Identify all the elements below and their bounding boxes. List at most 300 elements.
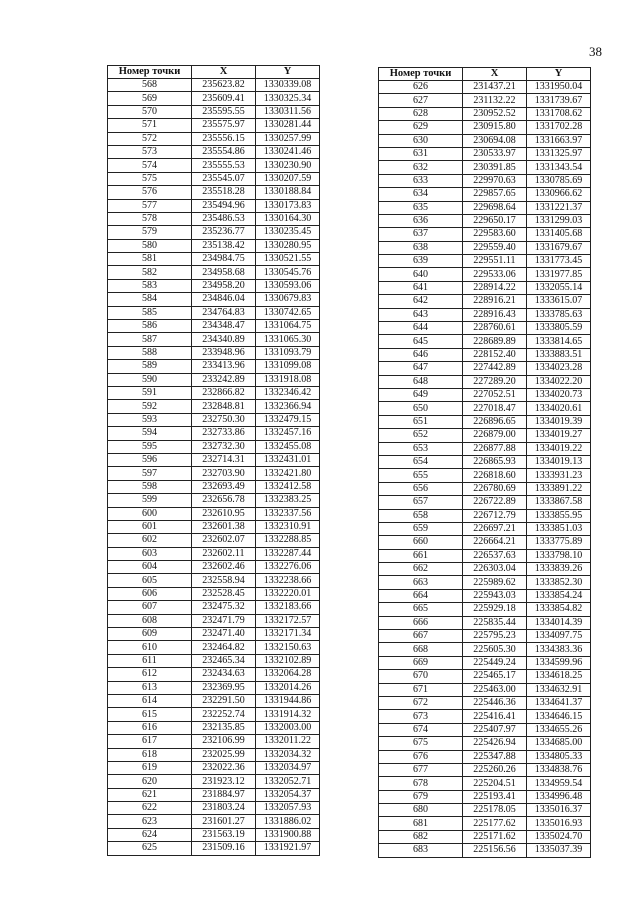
x-coordinate-cell: 232025.99 — [192, 748, 256, 761]
y-coordinate-cell: 1332054.37 — [256, 788, 320, 801]
x-coordinate-cell: 225426.94 — [463, 737, 527, 750]
point-number-cell: 641 — [379, 281, 463, 294]
x-coordinate-cell: 225795.23 — [463, 630, 527, 643]
x-coordinate-cell: 227442.89 — [463, 362, 527, 375]
point-number-cell: 678 — [379, 777, 463, 790]
point-number-cell: 602 — [108, 534, 192, 547]
table-row — [379, 723, 591, 736]
y-coordinate-cell: 1333775.89 — [527, 536, 591, 549]
table-row — [379, 670, 591, 683]
table-row — [379, 255, 591, 268]
x-coordinate-cell: 231803.24 — [192, 802, 256, 815]
point-number-cell: 661 — [379, 549, 463, 562]
point-number-cell: 614 — [108, 694, 192, 707]
table-row — [379, 790, 591, 803]
table-row — [108, 453, 320, 466]
table-row — [379, 214, 591, 227]
table-row — [108, 587, 320, 600]
point-number-cell: 578 — [108, 212, 192, 225]
y-coordinate-cell: 1334685.00 — [527, 737, 591, 750]
y-coordinate-cell: 1332034.32 — [256, 748, 320, 761]
table-row — [108, 628, 320, 641]
table-row — [379, 134, 591, 147]
point-number-cell: 587 — [108, 333, 192, 346]
table-row — [379, 603, 591, 616]
y-coordinate-cell: 1331918.08 — [256, 373, 320, 386]
x-coordinate-cell: 233242.89 — [192, 373, 256, 386]
x-coordinate-cell: 230915.80 — [463, 121, 527, 134]
x-coordinate-cell: 226697.21 — [463, 522, 527, 535]
y-coordinate-cell: 1332064.28 — [256, 668, 320, 681]
table-row — [108, 708, 320, 721]
point-number-cell: 663 — [379, 576, 463, 589]
point-number-cell: 593 — [108, 413, 192, 426]
point-number-cell: 669 — [379, 656, 463, 669]
y-coordinate-cell: 1333851.03 — [527, 522, 591, 535]
x-coordinate-cell: 232022.36 — [192, 761, 256, 774]
table-row — [379, 415, 591, 428]
table-row — [108, 507, 320, 520]
table-row — [379, 402, 591, 415]
point-number-cell: 681 — [379, 817, 463, 830]
point-number-cell: 571 — [108, 119, 192, 132]
table-row — [379, 268, 591, 281]
y-coordinate-cell: 1331773.45 — [527, 255, 591, 268]
y-coordinate-cell: 1333785.63 — [527, 308, 591, 321]
x-coordinate-cell: 227018.47 — [463, 402, 527, 415]
table-row — [108, 480, 320, 493]
x-coordinate-cell: 226712.79 — [463, 509, 527, 522]
y-coordinate-cell: 1334383.36 — [527, 643, 591, 656]
x-coordinate-cell: 232558.94 — [192, 574, 256, 587]
x-coordinate-cell: 234984.75 — [192, 253, 256, 266]
y-coordinate-cell: 1330241.46 — [256, 145, 320, 158]
x-coordinate-cell: 234340.89 — [192, 333, 256, 346]
x-coordinate-cell: 230694.08 — [463, 134, 527, 147]
x-coordinate-cell: 232703.90 — [192, 467, 256, 480]
header-x: X — [463, 68, 527, 81]
table-row — [108, 534, 320, 547]
y-coordinate-cell: 1332057.93 — [256, 802, 320, 815]
x-coordinate-cell: 229857.65 — [463, 188, 527, 201]
x-coordinate-cell: 230533.97 — [463, 147, 527, 160]
point-number-cell: 636 — [379, 214, 463, 227]
point-number-cell: 682 — [379, 830, 463, 843]
y-coordinate-cell: 1333854.24 — [527, 589, 591, 602]
point-number-cell: 579 — [108, 226, 192, 239]
table-row — [108, 199, 320, 212]
x-coordinate-cell: 232475.32 — [192, 601, 256, 614]
table-row — [108, 654, 320, 667]
y-coordinate-cell: 1332276.06 — [256, 561, 320, 574]
point-number-cell: 594 — [108, 427, 192, 440]
y-coordinate-cell: 1330281.44 — [256, 119, 320, 132]
point-number-cell: 610 — [108, 641, 192, 654]
y-coordinate-cell: 1334019.39 — [527, 415, 591, 428]
table-header-row — [108, 66, 320, 79]
table-row — [108, 333, 320, 346]
table-row — [108, 641, 320, 654]
x-coordinate-cell: 234764.83 — [192, 306, 256, 319]
x-coordinate-cell: 232866.82 — [192, 386, 256, 399]
table-row — [108, 79, 320, 92]
x-coordinate-cell: 228916.43 — [463, 308, 527, 321]
table-row — [108, 440, 320, 453]
table-row — [108, 293, 320, 306]
y-coordinate-cell: 1332055.14 — [527, 281, 591, 294]
y-coordinate-cell: 1333867.58 — [527, 496, 591, 509]
point-number-cell: 591 — [108, 386, 192, 399]
x-coordinate-cell: 226722.89 — [463, 496, 527, 509]
point-number-cell: 679 — [379, 790, 463, 803]
point-number-cell: 638 — [379, 241, 463, 254]
x-coordinate-cell: 232528.45 — [192, 587, 256, 600]
table-row — [379, 549, 591, 562]
table-row — [108, 279, 320, 292]
y-coordinate-cell: 1334023.28 — [527, 362, 591, 375]
x-coordinate-cell: 232602.11 — [192, 547, 256, 560]
point-number-cell: 667 — [379, 630, 463, 643]
point-number-cell: 596 — [108, 453, 192, 466]
x-coordinate-cell: 229551.11 — [463, 255, 527, 268]
table-row — [108, 761, 320, 774]
point-number-cell: 645 — [379, 335, 463, 348]
x-coordinate-cell: 229650.17 — [463, 214, 527, 227]
y-coordinate-cell: 1330188.84 — [256, 186, 320, 199]
x-coordinate-cell: 235609.41 — [192, 92, 256, 105]
table-row — [108, 788, 320, 801]
y-coordinate-cell: 1331900.88 — [256, 828, 320, 841]
y-coordinate-cell: 1335024.70 — [527, 830, 591, 843]
table-row — [108, 145, 320, 158]
x-coordinate-cell: 235486.53 — [192, 212, 256, 225]
point-number-cell: 573 — [108, 145, 192, 158]
table-row — [108, 360, 320, 373]
x-coordinate-cell: 232464.82 — [192, 641, 256, 654]
y-coordinate-cell: 1330679.83 — [256, 293, 320, 306]
x-coordinate-cell: 225989.62 — [463, 576, 527, 589]
point-number-cell: 597 — [108, 467, 192, 480]
x-coordinate-cell: 232471.40 — [192, 628, 256, 641]
x-coordinate-cell: 225177.62 — [463, 817, 527, 830]
point-number-cell: 642 — [379, 295, 463, 308]
point-number-cell: 604 — [108, 561, 192, 574]
table-row — [108, 614, 320, 627]
table-row — [379, 161, 591, 174]
table-row — [108, 547, 320, 560]
table-row — [108, 226, 320, 239]
y-coordinate-cell: 1332337.56 — [256, 507, 320, 520]
y-coordinate-cell: 1334022.20 — [527, 375, 591, 388]
table-row — [379, 496, 591, 509]
y-coordinate-cell: 1334618.25 — [527, 670, 591, 683]
x-coordinate-cell: 226818.60 — [463, 469, 527, 482]
point-number-cell: 615 — [108, 708, 192, 721]
table-row — [379, 656, 591, 669]
header-point-number: Номер точки — [379, 68, 463, 81]
y-coordinate-cell: 1330742.65 — [256, 306, 320, 319]
point-number-cell: 627 — [379, 94, 463, 107]
table-row — [379, 147, 591, 160]
x-coordinate-cell: 232714.31 — [192, 453, 256, 466]
table-row — [379, 201, 591, 214]
table-row — [108, 574, 320, 587]
y-coordinate-cell: 1331708.62 — [527, 107, 591, 120]
table-row — [379, 241, 591, 254]
x-coordinate-cell: 229970.63 — [463, 174, 527, 187]
y-coordinate-cell: 1332052.71 — [256, 775, 320, 788]
x-coordinate-cell: 231509.16 — [192, 842, 256, 855]
table-row — [379, 362, 591, 375]
y-coordinate-cell: 1333805.59 — [527, 322, 591, 335]
x-coordinate-cell: 231563.19 — [192, 828, 256, 841]
coordinates-table-left — [107, 65, 320, 856]
x-coordinate-cell: 230952.52 — [463, 107, 527, 120]
point-number-cell: 611 — [108, 654, 192, 667]
y-coordinate-cell: 1332479.15 — [256, 413, 320, 426]
x-coordinate-cell: 234958.20 — [192, 279, 256, 292]
table-row — [379, 121, 591, 134]
table-row — [379, 482, 591, 495]
x-coordinate-cell: 225605.30 — [463, 643, 527, 656]
table-row — [108, 413, 320, 426]
x-coordinate-cell: 225929.18 — [463, 603, 527, 616]
point-number-cell: 586 — [108, 320, 192, 333]
table-row — [379, 281, 591, 294]
x-coordinate-cell: 225204.51 — [463, 777, 527, 790]
x-coordinate-cell: 235138.42 — [192, 239, 256, 252]
point-number-cell: 676 — [379, 750, 463, 763]
x-coordinate-cell: 233948.96 — [192, 346, 256, 359]
x-coordinate-cell: 235545.07 — [192, 172, 256, 185]
table-row — [379, 643, 591, 656]
x-coordinate-cell: 225347.88 — [463, 750, 527, 763]
y-coordinate-cell: 1334019.22 — [527, 442, 591, 455]
point-number-cell: 671 — [379, 683, 463, 696]
y-coordinate-cell: 1330164.30 — [256, 212, 320, 225]
y-coordinate-cell: 1330280.95 — [256, 239, 320, 252]
point-number-cell: 677 — [379, 763, 463, 776]
table-row — [379, 295, 591, 308]
table-row — [379, 522, 591, 535]
y-coordinate-cell: 1333854.82 — [527, 603, 591, 616]
x-coordinate-cell: 232750.30 — [192, 413, 256, 426]
y-coordinate-cell: 1333883.51 — [527, 348, 591, 361]
y-coordinate-cell: 1333839.26 — [527, 563, 591, 576]
point-number-cell: 582 — [108, 266, 192, 279]
y-coordinate-cell: 1330966.62 — [527, 188, 591, 201]
point-number-cell: 660 — [379, 536, 463, 549]
x-coordinate-cell: 232252.74 — [192, 708, 256, 721]
point-number-cell: 666 — [379, 616, 463, 629]
point-number-cell: 662 — [379, 563, 463, 576]
table-row — [379, 375, 591, 388]
point-number-cell: 598 — [108, 480, 192, 493]
x-coordinate-cell: 232602.46 — [192, 561, 256, 574]
table-row — [108, 172, 320, 185]
table-row — [108, 105, 320, 118]
point-number-cell: 607 — [108, 601, 192, 614]
y-coordinate-cell: 1331093.79 — [256, 346, 320, 359]
table-row — [108, 815, 320, 828]
table-row — [108, 266, 320, 279]
point-number-cell: 588 — [108, 346, 192, 359]
point-number-cell: 583 — [108, 279, 192, 292]
table-row — [108, 320, 320, 333]
point-number-cell: 651 — [379, 415, 463, 428]
y-coordinate-cell: 1334838.76 — [527, 763, 591, 776]
table-row — [379, 844, 591, 857]
header-x: X — [192, 66, 256, 79]
y-coordinate-cell: 1333615.07 — [527, 295, 591, 308]
x-coordinate-cell: 229559.40 — [463, 241, 527, 254]
point-number-cell: 653 — [379, 442, 463, 455]
x-coordinate-cell: 233413.96 — [192, 360, 256, 373]
y-coordinate-cell: 1331679.67 — [527, 241, 591, 254]
table-row — [379, 589, 591, 602]
x-coordinate-cell: 235575.97 — [192, 119, 256, 132]
y-coordinate-cell: 1334599.96 — [527, 656, 591, 669]
x-coordinate-cell: 232732.30 — [192, 440, 256, 453]
x-coordinate-cell: 225171.62 — [463, 830, 527, 843]
y-coordinate-cell: 1332383.25 — [256, 494, 320, 507]
table-row — [379, 737, 591, 750]
table-row — [108, 694, 320, 707]
x-coordinate-cell: 235595.55 — [192, 105, 256, 118]
table-row — [108, 802, 320, 815]
table-row — [379, 777, 591, 790]
y-coordinate-cell: 1333814.65 — [527, 335, 591, 348]
table-row — [379, 469, 591, 482]
point-number-cell: 658 — [379, 509, 463, 522]
point-number-cell: 618 — [108, 748, 192, 761]
x-coordinate-cell: 226780.69 — [463, 482, 527, 495]
y-coordinate-cell: 1331886.02 — [256, 815, 320, 828]
point-number-cell: 647 — [379, 362, 463, 375]
table-row — [108, 775, 320, 788]
y-coordinate-cell: 1332150.63 — [256, 641, 320, 654]
x-coordinate-cell: 232602.07 — [192, 534, 256, 547]
y-coordinate-cell: 1334655.26 — [527, 723, 591, 736]
point-number-cell: 634 — [379, 188, 463, 201]
x-coordinate-cell: 232369.95 — [192, 681, 256, 694]
y-coordinate-cell: 1331977.85 — [527, 268, 591, 281]
table-row — [379, 696, 591, 709]
table-row — [379, 804, 591, 817]
x-coordinate-cell: 232848.81 — [192, 400, 256, 413]
y-coordinate-cell: 1333852.30 — [527, 576, 591, 589]
point-number-cell: 595 — [108, 440, 192, 453]
point-number-cell: 599 — [108, 494, 192, 507]
x-coordinate-cell: 228914.22 — [463, 281, 527, 294]
x-coordinate-cell: 235494.96 — [192, 199, 256, 212]
x-coordinate-cell: 235236.77 — [192, 226, 256, 239]
point-number-cell: 670 — [379, 670, 463, 683]
point-number-cell: 630 — [379, 134, 463, 147]
table-row — [108, 601, 320, 614]
y-coordinate-cell: 1332346.42 — [256, 386, 320, 399]
table-row — [108, 346, 320, 359]
x-coordinate-cell: 226537.63 — [463, 549, 527, 562]
table-row — [108, 561, 320, 574]
point-number-cell: 620 — [108, 775, 192, 788]
table-row — [108, 735, 320, 748]
x-coordinate-cell: 235518.28 — [192, 186, 256, 199]
y-coordinate-cell: 1332287.44 — [256, 547, 320, 560]
x-coordinate-cell: 225156.56 — [463, 844, 527, 857]
y-coordinate-cell: 1334959.54 — [527, 777, 591, 790]
x-coordinate-cell: 231132.22 — [463, 94, 527, 107]
y-coordinate-cell: 1334020.73 — [527, 388, 591, 401]
point-number-cell: 673 — [379, 710, 463, 723]
point-number-cell: 640 — [379, 268, 463, 281]
point-number-cell: 665 — [379, 603, 463, 616]
table-row — [108, 119, 320, 132]
x-coordinate-cell: 234846.04 — [192, 293, 256, 306]
point-number-cell: 601 — [108, 520, 192, 533]
table-row — [379, 536, 591, 549]
y-coordinate-cell: 1331099.08 — [256, 360, 320, 373]
table-row — [108, 668, 320, 681]
point-number-cell: 664 — [379, 589, 463, 602]
x-coordinate-cell: 225835.44 — [463, 616, 527, 629]
header-point-number: Номер точки — [108, 66, 192, 79]
point-number-cell: 603 — [108, 547, 192, 560]
point-number-cell: 584 — [108, 293, 192, 306]
point-number-cell: 624 — [108, 828, 192, 841]
table-row — [379, 630, 591, 643]
table-row — [379, 388, 591, 401]
y-coordinate-cell: 1333891.22 — [527, 482, 591, 495]
point-number-cell: 631 — [379, 147, 463, 160]
y-coordinate-cell: 1330173.83 — [256, 199, 320, 212]
table-row — [379, 763, 591, 776]
x-coordinate-cell: 231884.97 — [192, 788, 256, 801]
page-number: 38 — [589, 44, 602, 59]
y-coordinate-cell: 1334019.13 — [527, 455, 591, 468]
table-row — [379, 683, 591, 696]
x-coordinate-cell: 225260.26 — [463, 763, 527, 776]
table-row — [379, 308, 591, 321]
table-row — [379, 107, 591, 120]
x-coordinate-cell: 234348.47 — [192, 320, 256, 333]
y-coordinate-cell: 1335037.39 — [527, 844, 591, 857]
point-number-cell: 646 — [379, 348, 463, 361]
table-row — [379, 509, 591, 522]
x-coordinate-cell: 225193.41 — [463, 790, 527, 803]
point-number-cell: 649 — [379, 388, 463, 401]
point-number-cell: 590 — [108, 373, 192, 386]
x-coordinate-cell: 232601.38 — [192, 520, 256, 533]
table-row — [108, 748, 320, 761]
y-coordinate-cell: 1332171.34 — [256, 628, 320, 641]
y-coordinate-cell: 1331914.32 — [256, 708, 320, 721]
y-coordinate-cell: 1331663.97 — [527, 134, 591, 147]
table-row — [379, 322, 591, 335]
x-coordinate-cell: 231437.21 — [463, 81, 527, 94]
x-coordinate-cell: 226865.93 — [463, 455, 527, 468]
y-coordinate-cell: 1330311.56 — [256, 105, 320, 118]
table-row — [379, 94, 591, 107]
table-row — [108, 373, 320, 386]
point-number-cell: 668 — [379, 643, 463, 656]
x-coordinate-cell: 232291.50 — [192, 694, 256, 707]
y-coordinate-cell: 1334646.15 — [527, 710, 591, 723]
header-y: Y — [256, 66, 320, 79]
table-row — [108, 721, 320, 734]
x-coordinate-cell: 229583.60 — [463, 228, 527, 241]
y-coordinate-cell: 1332288.85 — [256, 534, 320, 547]
